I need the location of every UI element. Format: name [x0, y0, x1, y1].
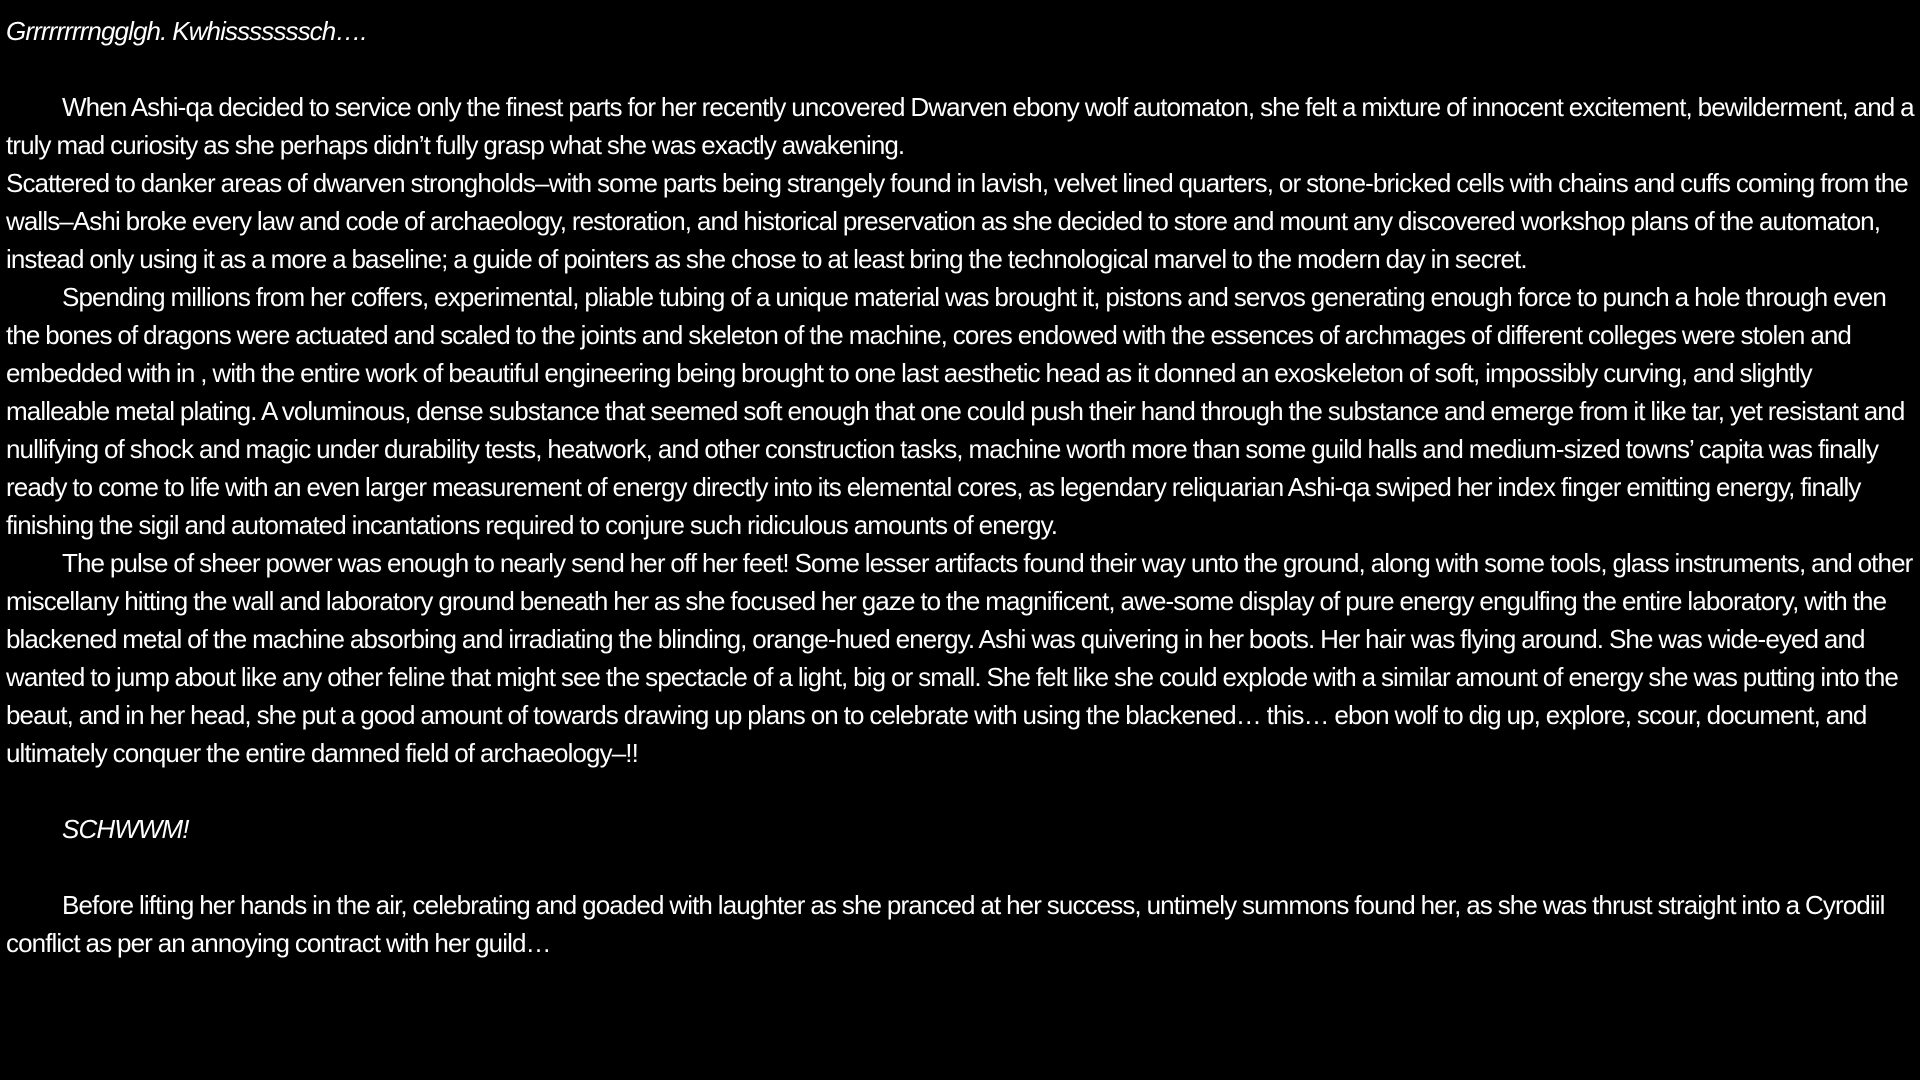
paragraph-3: Spending millions from her coffers, experimental, pliable tubing of a unique material was brought it, pistons and servos generating enough force to punch a hole through even the bones of dragons were actuated and scaled to the joints and skeleton of the machine, cores endowed with the essences of archmages of different colleges were stolen and embedded with in , with the entire work of beautiful engineering being brought to one last aesthetic head as it donned an exoskeleton of soft, impossibly curving, and slightly malleable metal plating. A voluminous, dense substance that seemed soft enough that one could push their hand through the substance and emerge from it like tar, yet resistant and nullifying of shock and magic under durability tests, heatwork, and other construction tasks, machine worth more than some guild halls and medium-sized towns’ capita was finally ready to come to life with an even larger measurement of energy directly into its elemental cores, as legendary reliquarian Ashi-qa swiped her index finger emitting energy, finally finishing the sigil and automated incantations required to conjure such ridiculous amounts of energy. [6, 282, 1905, 540]
spacer [6, 50, 1914, 88]
sound-effect: SCHWWM! [62, 814, 189, 844]
paragraph-4: The pulse of sheer power was enough to nearly send her off her feet! Some lesser artifacts found their way unto the ground, along with some tools, glass instruments, and other miscellany hitting the wall and laboratory ground beneath her as she focused her gaze to the magnificent, awe-some display of pure energy engulfing the entire laboratory, with the blackened metal of the machine absorbing and irradiating the blinding, orange-hued energy. Ashi was quivering in her boots. Her hair was flying around. She was wide-eyed and wanted to jump about like any other feline that might see the spectacle of a light, big or small. She felt like she could explode with a similar amount of energy she was putting into the beaut, and in her head, she put a good amount of towards drawing up plans on to celebrate with using the blackened… this… ebon wolf to dig up, explore, scour, document, and ultimately conquer the entire damned field of archaeology–!! [6, 548, 1913, 768]
story-page [6, 12, 1914, 962]
paragraph-1: When Ashi-qa decided to service only the finest parts for her recently uncovered Dwarven ebony wolf automaton, she felt a mixture of innocent excitement, bewilderment, and a truly mad curiosity as she perhaps didn’t fully grasp what she was exactly awakening. [6, 92, 1914, 160]
paragraph-2: Scattered to danker areas of dwarven strongholds–with some parts being strangely found in lavish, velvet lined quarters, or stone-bricked cells with chains and cuffs coming from the walls–Ashi broke every law and code of archaeology, restoration, and historical preservation as she decided to store and mount any discovered workshop plans of the automaton, instead only using it as a more a baseline; a guide of pointers as she chose to at least bring the technological marvel to the modern day in secret. [6, 168, 1908, 274]
spacer [6, 848, 1914, 886]
spacer [6, 772, 1914, 810]
closing-paragraph: Before lifting her hands in the air, celebrating and goaded with laughter as she pranced at her success, untimely summons found her, as she was thrust straight into a Cyrodiil conflict as per an annoying contract with her guild… [6, 890, 1885, 958]
opening-sound-effect: Grrrrrrrrngglgh. Kwhisssssssch…. [6, 16, 367, 46]
